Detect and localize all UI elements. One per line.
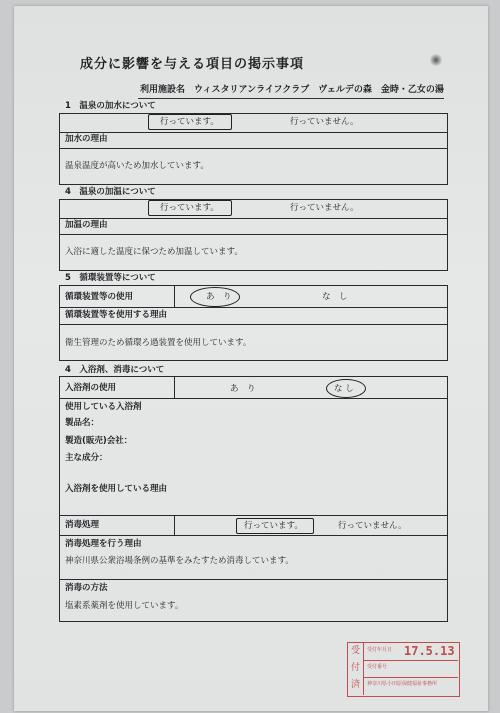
section-1-heading: 1 温泉の加水について (65, 101, 156, 111)
facility-name: 利用施設名 ウィスタリアンライフクラブ ヴェルデの森 金時・乙女の湯 (140, 85, 444, 95)
disinfect-method: 塩素系薬剤を使用しています。 (65, 601, 184, 611)
notice-sheet (14, 6, 488, 711)
sec4a-option-yes: 行っています。 (160, 203, 219, 213)
disinfect-reason: 神奈川県公衆浴場条例の基準をみたすため消毒しています。 (65, 556, 294, 566)
section-4b-table (59, 376, 448, 622)
sec5-reason: 衛生管理のため循環ろ過装置を使用しています。 (65, 338, 252, 348)
disinfect-label: 消毒処理 (65, 520, 100, 530)
disinfect-option-no: 行っていません。 (338, 521, 407, 531)
bath-agent-label: 入浴剤の使用 (65, 383, 117, 393)
ingredient-label: 主な成分： (65, 453, 108, 463)
section-1-table (59, 113, 448, 185)
ink-smudge (429, 54, 443, 66)
sec5-option-no: な し (322, 292, 348, 302)
stamp-line-2: 受付番号 (367, 664, 388, 670)
sec1-reason: 温泉温度が高いため加水しています。 (65, 161, 209, 171)
bath-agent-selected-mark (326, 379, 366, 398)
maker-label: 製造(販売)会社： (65, 436, 133, 446)
disinfect-reason-label: 消毒処理を行う理由 (65, 539, 142, 549)
bath-agent-option-yes: あ り (230, 384, 256, 394)
disinfect-option-yes: 行っています。 (244, 521, 303, 531)
sec5-reason-label: 循環装置等を使用する理由 (65, 310, 168, 320)
sec4a-option-no: 行っていません。 (290, 203, 359, 213)
facility-underline (138, 98, 444, 99)
sec4a-selected-mark (148, 200, 232, 216)
sec1-selected-mark (148, 114, 232, 130)
stamp-char-3: 済 (351, 680, 361, 690)
sec5-use-label: 循環装置等の使用 (65, 292, 134, 302)
sec1-option-yes: 行っています。 (160, 117, 219, 127)
sec1-option-no: 行っていません。 (290, 117, 359, 127)
stamp-line-1: 受付年月日 (367, 647, 393, 653)
reception-stamp (347, 642, 460, 697)
sec5-selected-mark (190, 287, 240, 307)
sec4a-reason: 入浴に適した温度に保つため加温しています。 (65, 247, 243, 257)
section-5-table (59, 285, 448, 361)
stamp-date: 17.5.13 (404, 644, 455, 658)
product-label: 製品名： (65, 418, 100, 428)
section-5-heading: 5 循環装置等について (65, 273, 156, 283)
stamp-line-3: 神奈川県小田原保健福祉事務所 (367, 681, 438, 687)
page-title: 成分に影響を与える項目の掲示事項 (80, 57, 305, 72)
stamp-char-2: 付 (351, 663, 361, 673)
agent-reason-label: 入浴剤を使用している理由 (65, 484, 168, 494)
section-4b-heading: 4 入浴剤、消毒について (65, 365, 165, 375)
used-agent-label: 使用している入浴剤 (65, 402, 142, 412)
sec4a-reason-label: 加温の理由 (65, 220, 108, 230)
disinfect-method-label: 消毒の方法 (65, 583, 108, 593)
section-4a-table (59, 199, 448, 271)
stamp-char-1: 受 (351, 646, 361, 656)
sec5-option-yes: あ り (206, 292, 232, 302)
section-4a-heading: 4 温泉の加温について (65, 187, 156, 197)
sec1-reason-label: 加水の理由 (65, 134, 108, 144)
disinfect-selected-mark (236, 518, 314, 534)
bath-agent-option-no: な し (334, 384, 354, 394)
